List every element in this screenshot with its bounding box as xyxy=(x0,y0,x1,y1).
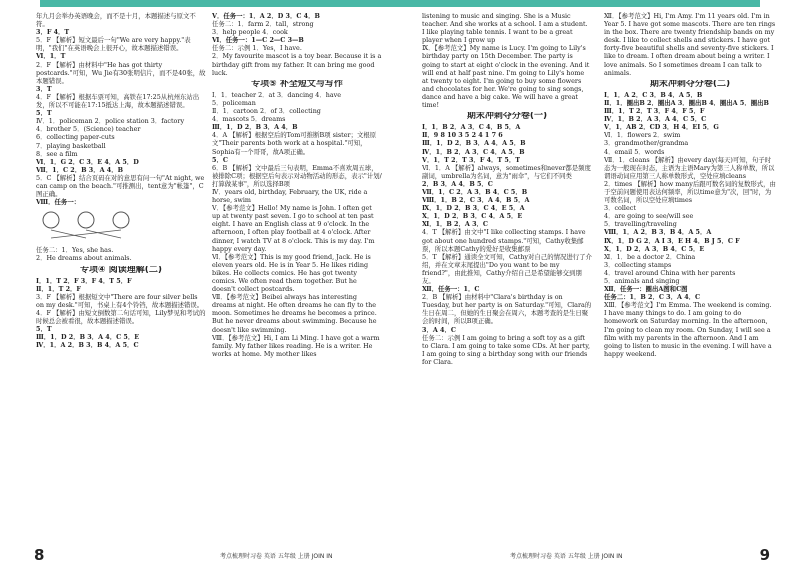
answer-line: Ⅵ．1．G 2．C 3．E 4．A 5．D xyxy=(36,157,139,166)
essay-answer: Ⅸ．【参考范文】My name is Lucy. I'm going to Lily's birthday party on 15th December. The party is going to start at eight o'clock in the evening. And it will end at half past nine. I'm going to Lily's home at twenty to eight. I'm going to buy some flowers and chocolates for her. We're going to sing songs, dance and have a big cake. We will have a great time! xyxy=(422,44,590,110)
answer-line: 5．C 【解析】结合页码在对的意思有问一句"At night, we can camp on the beach."可推测出，tent意为"帐篷"，C图正确。 xyxy=(36,173,205,199)
answer-line: 3．collect xyxy=(604,204,636,213)
answer-line: Ⅱ．1．T 2．F xyxy=(36,284,81,293)
answer-line: 2．B 【解析】由材料中"Clara's birthday is on Tuesday, but her party is on Saturday."可知，Clara的生日在周二，但她的生日聚会在周六，本题考查的是生日聚会的时间，所以B项正确。 xyxy=(422,293,592,326)
answer-line: 3．help people 4．cook xyxy=(212,28,288,37)
answer-line: 4．T 【解析】由文中"I like collecting stamps. I have got about one hundred stamps."可知，Cathy收集邮票，所以本题Cathy的爱好是收集邮票 xyxy=(422,228,586,253)
top-accent-bar xyxy=(40,0,400,7)
answer-line: Ⅺ．1．B 2．A 3．C xyxy=(422,220,488,229)
answer-line: Ⅺ．1．be a doctor 2．China xyxy=(604,252,696,261)
left-page-column-1 xyxy=(36,12,206,349)
answer-line: 2．B 3．A 4．B 5．C xyxy=(422,179,493,188)
page-footer: 考点梳理时习卷 英语 五年级 上册 JOIN IN xyxy=(510,553,623,560)
answer-line: 2．F 【解析】由材料中"He has got thirty postcards."可知，Wu Jie有30张明信片，而不是40张，故本题错误。 xyxy=(36,60,206,85)
answer-line: Ⅳ．years old, birthday, February, the UK, ride a horse, swim xyxy=(212,187,368,205)
essay-answer: Ⅵ．【参考范文】This is my good friend, Jack. He is eleven years old. He is in Year 5. He likes riding bikes. He collects comics. He has got twenty comics. We often read them together. But he doesn't collect postcards. xyxy=(212,252,371,294)
answer-line: 任务二：1．farm 2．tall，strong xyxy=(212,20,314,29)
answer-line: 3．T xyxy=(36,84,52,93)
essay-answer: Ⅷ．【参考范文】Hi, I am Li Ming. I have got a warm family. My father likes reading. He is a writer. He works at home. My mother likes xyxy=(212,333,380,358)
answer-line: 4．brother 5．(Science) teacher xyxy=(36,125,141,134)
answer-line: Ⅲ．1．D 2．B 3．A 4．B xyxy=(212,123,298,132)
essay-answer: ⅩⅢ．【参考范文】I'm Emma. The weekend is coming. I have many things to do. I am going to do homework on Saturday morning. In the afternoon, I'm going to clean my room. On Sunday, I will see a film with my parents in the afternoon. And I am going to listen to music in the evening. I will have a happy weekend. xyxy=(604,301,772,358)
answer-line: 5．T 【解析】通读全文可知，Cathy对自己的情况进行了介绍，并在文章末尾提出"Do you want to be my friend?"，由此推知，Cathy介绍自己是希望能够交到朋友。 xyxy=(422,252,592,285)
answer-line: Ⅲ．1．D 2．B 3．A 4．C 5．E xyxy=(36,333,140,342)
answer-line: Ⅷ．任务一： xyxy=(36,198,81,207)
answer-line: 2．My favourite mascot is a toy bear. Because it is a birthday gift from my father. It can bring me good luck. xyxy=(212,52,382,77)
answer-line: 6．collecting paper-cuts xyxy=(36,133,115,142)
answer-line: Ⅵ．任务一：1—C 2—C 3—B xyxy=(212,36,304,45)
answer-line: Ⅴ．1．T 2．T 3．F 4．T 5．T xyxy=(422,155,520,164)
answer-line: Ⅱ．1．圈出B 2．圈出A 3．圈出B 4．圈出A 5．圈出B xyxy=(604,98,769,107)
answer-line: Ⅳ．1．policeman 2．police station 3．factory xyxy=(36,117,185,126)
section-heading: 专项④ 阅读理解(二) xyxy=(80,265,162,274)
answer-line: Ⅷ．1．B 2．C 3．A 4．B 5．A xyxy=(422,196,530,205)
page-number: 9 xyxy=(759,546,770,564)
answer-line: 3．grandmother/grandma xyxy=(604,139,689,148)
page-number: 8 xyxy=(34,546,45,564)
answer-line: Ⅲ．1．D 2．B 3．A 4．A 5．B xyxy=(422,139,526,148)
answer-line: Ⅻ．任务一：圈出A图和C图 xyxy=(604,285,688,294)
answer-line: 4．F 【解析】根据车票可知，高铁在17:25从杭州东站出发，所以不可能在17:15抵达上海，故本题描述错误。 xyxy=(36,92,200,110)
answer-line: 任务二：1．B 2．C 3．A 4．C xyxy=(604,293,701,302)
answer-line: 3．collecting stamps xyxy=(604,260,672,269)
answer-line: 2．He dreams about animals. xyxy=(36,254,132,263)
answer-line: 4．F 【解析】由短文倒数第二句话可知，Lily梦见和考试的时候总会被看很，故本题描述错误。 xyxy=(36,309,206,326)
answer-line: 年九月会举办英语晚会，而不是十月，本题描述与原文不符。 xyxy=(36,12,196,29)
answer-line: Ⅱ．1．cartoon 2．of 3．collecting xyxy=(212,107,321,116)
answer-line: Ⅰ．1．T 2．F 3．F 4．T 5．F xyxy=(36,276,132,285)
answer-line: Ⅶ．1．C 2．B 3．A 4．B xyxy=(36,165,124,174)
answer-line: 8．see a film xyxy=(36,149,78,158)
answer-line: Ⅸ．1．D G 2．A I 3．E H 4．B J 5．C F xyxy=(604,236,740,245)
top-accent-bar xyxy=(400,0,760,7)
answer-line: Ⅱ．9 8 10 3 5 2 4 1 7 6 xyxy=(422,131,503,140)
essay-answer: Ⅴ．【参考范文】Hello! My name is John. I often get up at twenty past seven. I go to school at ten past eight. I have an English class at 9 o'clock. In the afternoon, I often play football at 4 o'clock. After dinner, I watch TV at 8 o'clock. This is my day. I'm happy every day. xyxy=(212,204,375,253)
answer-line: Ⅶ．1．C 2．A 3．B 4．C 5．B xyxy=(422,187,528,196)
answer-line: 5．animals and singing xyxy=(604,277,680,285)
answer-line: Ⅷ．1．A 2．B 3．B 4．A 5．A xyxy=(604,228,712,237)
answer-line: 4．A 【解析】根据空后的Tom可推断B项 sister；文根原文"Their parents both work at a hospital."可知，Sophia有一个哥哥，故A项正确。 xyxy=(212,131,377,156)
answer-line: 4．are going to see/will see xyxy=(604,212,694,221)
answer-line: Ⅵ．1．A 【解析】always，sometimes和never都是频度副词，umbrella为名词，意为"雨伞"，与它们不同类 xyxy=(422,163,591,180)
answer-line: 2．times 【解析】how many后跟可数名词的复数形式，由于空前问题使用表达何频率，所以time意为"次，回"时，为可数名词，所以空处应填times xyxy=(604,179,776,205)
answer-line: 3．F 【解析】根据短文中"There are four silver bells on my desk."可知，书桌上有4个铃铛，故本题描述错误。 xyxy=(36,292,204,309)
answer-line: Ⅲ．1．T 2．T 3．F 4．F 5．F xyxy=(604,107,705,116)
answer-line: Ⅳ．1．B 2．A 3．A 4．C 5．C xyxy=(604,115,707,124)
answer-line: 7．playing basketball xyxy=(36,141,106,150)
answer-line: 5．C xyxy=(212,155,228,164)
answer-line: Ⅴ．任务一：1．A 2．D 3．C 4．B xyxy=(212,12,320,20)
answer-line: 5．policeman xyxy=(212,98,256,107)
answer-line: Ⅻ．任务一：1．C xyxy=(422,285,480,294)
answer-line: 4．travel around China with her parents xyxy=(604,268,736,277)
answer-line: 5．T xyxy=(36,325,52,334)
answer-line: 3．F 4．T xyxy=(36,28,70,37)
right-page-column-1 xyxy=(422,12,592,366)
answer-line: Ⅴ．1．AB 2．CD 3．H 4．EI 5．G xyxy=(604,123,719,132)
answer-line: Ⅳ．1．B 2．A 3．C 4．A 5．B xyxy=(422,147,525,156)
answer-line: Ⅹ．1．D 2．B 3．C 4．A 5．E xyxy=(422,212,523,221)
page-footer: 考点梳理时习卷 英语 五年级 上册 JOIN IN xyxy=(220,553,333,560)
right-page xyxy=(400,0,800,566)
answer-line: Ⅵ．1．flowers 2．swim xyxy=(604,131,681,140)
picture-matching-figure xyxy=(36,208,136,242)
answer-line: 5．F 【解析】短文最后一句"We are very happy."表明，"我们"在英语晚会上很开心，故本题描述错误。 xyxy=(36,36,191,53)
right-page-column-2 xyxy=(604,12,776,358)
answer-line: Ⅸ．1．D 2．B 3．C 4．E 5．A xyxy=(422,204,525,213)
answer-line: 4．email 5．words xyxy=(604,147,665,156)
answer-line: 5．T xyxy=(36,109,52,118)
essay-answer: Ⅶ．【参考范文】Beibei always has interesting dreams at night. He often dreams he can fly to the moon. Sometimes he dreams he becomes a prince. But he never dreams about swimming. Because he doesn't like swimming. xyxy=(212,293,377,334)
section-heading: 期末冲刺夺分卷(二) xyxy=(649,79,731,88)
answer-line: 5．travelling/traveling xyxy=(604,220,677,229)
answer-line: 任务二：示例 I am going to bring a soft toy as a gift to Clara. I am going to take some CDs. At her party, I am going to sing a birthday song with our friends for Clara. xyxy=(422,333,591,366)
answer-line: 6．B 【解析】文中最后三句表明，Emma不喜欢周五球，被排除C项；根据空后句表示对动物活动的形态，表示"计划/打算做某事"，所以选择B项 xyxy=(212,163,382,188)
left-page-column-2 xyxy=(212,12,382,358)
answer-line: Ⅹ．1．D 2．A 3．B 4．C 5．E xyxy=(604,244,705,253)
essay-answer: listening to music and singing. She is a Music teacher. And she works at a school. I am a student. I like playing table tennis. I want to be a great player when I grow up xyxy=(422,12,588,45)
answer-line: 任务二：1．Yes, she has. xyxy=(36,246,114,255)
answer-line: Ⅵ．1．T xyxy=(36,52,66,61)
answer-line: 4．mascots 5．dreams xyxy=(212,115,286,124)
answer-line: 任务二：示例 1．Yes，I have. xyxy=(212,44,302,53)
answer-line: Ⅰ．1．A 2．C 3．B 4．A 5．B xyxy=(604,90,703,99)
section-heading: 期末冲刺夺分卷(一) xyxy=(466,112,548,121)
essay-answer: Ⅻ．【参考范文】Hi, I'm Amy. I'm 11 years old. I'm in Year 5. I have got some mascots. There are ten rings in the box. There are twenty friendship bands on my desk. I like to collect shells and stickers. I have got forty-five beautiful shells and seventy-five stickers. I like to dream. I often dream about being a writer. I love animals. So I sometimes dream I can talk to animals. xyxy=(604,12,776,77)
answer-line: Ⅰ．1．teacher 2．at 3．dancing 4．have xyxy=(212,90,342,99)
answer-line: Ⅶ．1．cleans 【解析】由every day(每天)可知，句子时态为一般现在时态，主语为主语Mary为第三人称单数，所以谓语动词应用第三人称单数形式，空处应填cleans xyxy=(604,155,775,180)
answer-line: Ⅳ．1．A 2．B 3．B 4．A 5．C xyxy=(36,341,139,350)
section-heading: 专项⑤ 补全短文与写作 xyxy=(251,79,343,88)
answer-line: 3．A 4．C xyxy=(422,325,456,334)
answer-line: Ⅰ．1．B 2．A 3．C 4．B 5．A xyxy=(422,123,521,132)
